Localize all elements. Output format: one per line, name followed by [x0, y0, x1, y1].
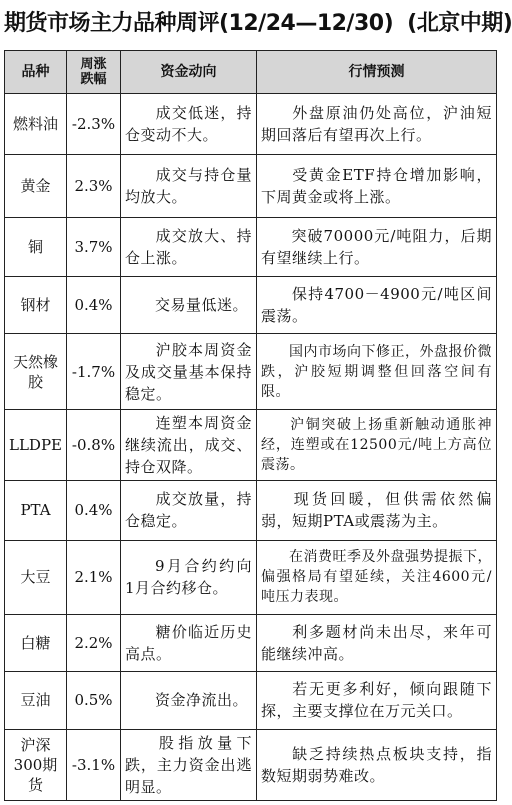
market-forecast-text: 国内市场向下修正，外盘报价微跌，沪胶短期调整但回落空间有限。 — [261, 343, 492, 400]
market-forecast-text: 受黄金ETF持仓增加影响，下周黄金或将上涨。 — [261, 166, 492, 207]
commodity-name: 黄金 — [5, 155, 67, 217]
weekly-change: -2.3% — [67, 94, 121, 155]
commodity-name: 豆油 — [5, 671, 67, 729]
table-row — [5, 334, 497, 410]
commodity-name: 大豆 — [5, 540, 67, 614]
weekly-change: -0.8% — [67, 410, 121, 481]
futures-weekly-table — [4, 50, 497, 801]
capital-flow-text: 成交放量，持仓稳定。 — [125, 490, 252, 531]
table-row — [5, 614, 497, 671]
weekly-change: 0.5% — [67, 671, 121, 729]
market-forecast — [257, 540, 497, 614]
market-forecast-text: 突破70000元/吨阻力，后期有望继续上行。 — [261, 226, 492, 267]
market-forecast — [257, 614, 497, 671]
capital-flow — [121, 334, 257, 410]
table-row — [5, 730, 497, 801]
capital-flow — [121, 410, 257, 481]
market-forecast — [257, 155, 497, 217]
table-header-row — [5, 51, 497, 94]
table-row — [5, 410, 497, 481]
col-header-change-line2: 跌幅 — [80, 72, 107, 87]
commodity-name: 白糖 — [5, 614, 67, 671]
capital-flow — [121, 730, 257, 801]
source-label: (北京中期) — [407, 11, 512, 36]
market-forecast — [257, 481, 497, 540]
capital-flow — [121, 481, 257, 540]
capital-flow-text: 成交放大、持仓上涨。 — [125, 226, 252, 267]
commodity-name: 铜 — [5, 217, 67, 276]
market-forecast — [257, 217, 497, 276]
capital-flow-text: 糖价临近历史高点。 — [125, 622, 252, 663]
capital-flow — [121, 614, 257, 671]
market-forecast — [257, 334, 497, 410]
capital-flow — [121, 155, 257, 217]
title-text: 期货市场主力品种周评(12/24—12/30) — [4, 11, 394, 36]
table-row — [5, 217, 497, 276]
weekly-change: 3.7% — [67, 217, 121, 276]
market-forecast — [257, 277, 497, 334]
market-forecast-text: 沪铜突破上扬重新触动通胀神经，连塑或在12500元/吨上方高位震荡。 — [261, 417, 492, 474]
commodity-name: 沪深300期货 — [5, 730, 67, 801]
capital-flow — [121, 277, 257, 334]
commodity-name: PTA — [5, 481, 67, 540]
col-header-forecast: 行情预测 — [257, 51, 497, 94]
market-forecast — [257, 94, 497, 155]
table-row — [5, 540, 497, 614]
capital-flow — [121, 94, 257, 155]
table-row — [5, 94, 497, 155]
table-row — [5, 277, 497, 334]
commodity-name: 燃料油 — [5, 94, 67, 155]
market-forecast — [257, 730, 497, 801]
col-header-change-line1: 周涨 — [80, 57, 107, 72]
commodity-name: LLDPE — [5, 410, 67, 481]
capital-flow-text: 9月合约约向1月合约移仓。 — [125, 557, 252, 598]
capital-flow-text: 成交低迷，持仓变动不大。 — [125, 104, 252, 145]
market-forecast-text: 外盘原油仍处高位，沪油短期回落后有望再次上行。 — [261, 104, 492, 145]
market-forecast-text: 缺乏持续热点板块支持，指数短期弱势难改。 — [261, 745, 492, 785]
capital-flow-text: 资金净流出。 — [155, 691, 249, 710]
capital-flow-text: 股指放量下跌，主力资金出逃明显。 — [125, 734, 252, 796]
page-title — [4, 2, 512, 46]
weekly-change: 0.4% — [67, 277, 121, 334]
capital-flow-text: 沪胶本周资金及成交量基本保持稳定。 — [125, 340, 252, 403]
weekly-change: -1.7% — [67, 334, 121, 410]
commodity-name: 天然橡胶 — [5, 334, 67, 410]
col-header-change — [67, 51, 121, 94]
col-header-flow: 资金动向 — [121, 51, 257, 94]
weekly-change: 0.4% — [67, 481, 121, 540]
capital-flow — [121, 217, 257, 276]
market-forecast-text: 若无更多利好，倾向跟随下探，主要支撑位在万元关口。 — [261, 680, 492, 721]
capital-flow — [121, 671, 257, 729]
market-forecast-text: 在消费旺季及外盘强势提振下，偏强格局有望延续，关注4600元/吨压力表现。 — [261, 549, 492, 606]
table-row — [5, 671, 497, 729]
table-row — [5, 155, 497, 217]
market-forecast-text: 利多题材尚未出尽，来年可能继续冲高。 — [261, 622, 492, 663]
market-forecast-text: 现货回暖，但供需依然偏弱，短期PTA或震荡为主。 — [261, 490, 492, 531]
weekly-change: 2.1% — [67, 540, 121, 614]
table-row — [5, 481, 497, 540]
weekly-change: 2.2% — [67, 614, 121, 671]
col-header-name: 品种 — [5, 51, 67, 94]
capital-flow-text: 连塑本周资金继续流出，成交、持仓双降。 — [125, 414, 252, 477]
capital-flow-text: 成交与持仓量均放大。 — [125, 166, 252, 207]
market-forecast — [257, 410, 497, 481]
capital-flow-text: 交易量低迷。 — [155, 296, 249, 315]
weekly-change: 2.3% — [67, 155, 121, 217]
market-forecast — [257, 671, 497, 729]
weekly-change: -3.1% — [67, 730, 121, 801]
capital-flow — [121, 540, 257, 614]
market-forecast-text: 保持4700－4900元/吨区间震荡。 — [261, 285, 492, 326]
commodity-name: 钢材 — [5, 277, 67, 334]
